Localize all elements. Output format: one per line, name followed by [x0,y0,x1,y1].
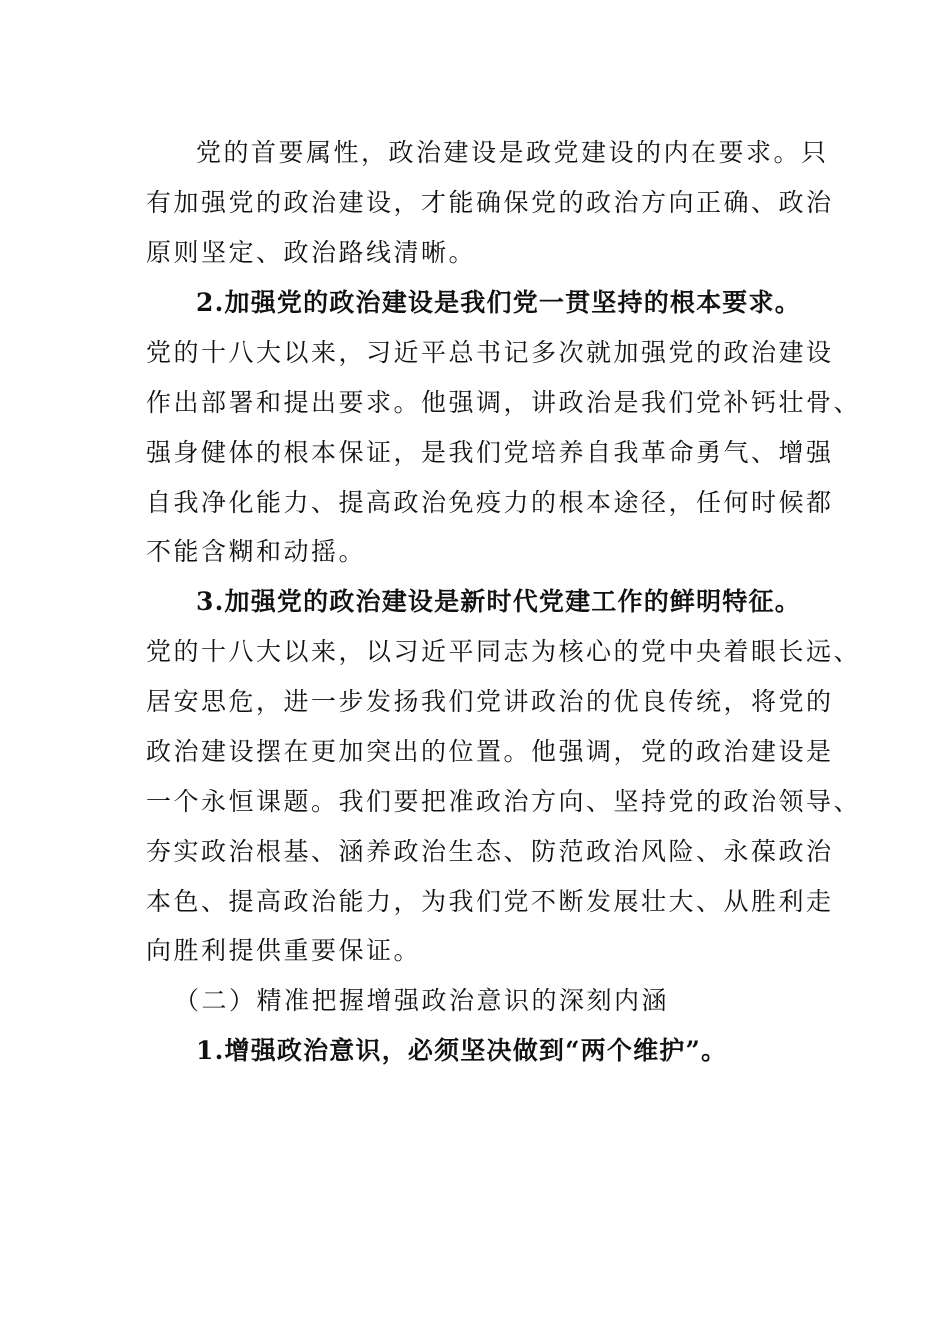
body-text-line: 原则坚定、政治路线清晰。 [146,238,477,267]
body-text-line: 作出部署和提出要求。他强调，讲政治是我们党补钙壮骨、 [146,388,862,417]
body-text-line: 居安思危，进一步发扬我们党讲政治的优良传统，将党的 [146,687,834,716]
point-heading: 2.加强党的政治建设是我们党一贯坚持的根本要求。 [196,288,801,317]
section-heading: （二）精准把握增强政治意识的深刻内涵 [174,986,670,1015]
body-text-line: 夯实政治根基、涵养政治生态、防范政治风险、永葆政治 [146,837,834,866]
body-text-line: 党的十八大以来，习近平总书记多次就加强党的政治建设 [146,338,834,367]
body-text-line: 政治建设摆在更加突出的位置。他强调，党的政治建设是 [146,737,834,766]
point-heading: 3.加强党的政治建设是新时代党建工作的鲜明特征。 [196,587,801,616]
body-text-line: 本色、提高政治能力，为我们党不断发展壮大、从胜利走 [146,887,834,916]
body-text-line: 党的十八大以来，以习近平同志为核心的党中央着眼长远、 [146,637,862,666]
body-text-line: 不能含糊和动摇。 [146,537,367,566]
body-text-line: 自我净化能力、提高政治免疫力的根本途径，任何时候都 [146,488,834,517]
body-text-line: 一个永恒课题。我们要把准政治方向、坚持党的政治领导、 [146,787,862,816]
body-text-line: 党的首要属性，政治建设是政党建设的内在要求。只 [196,138,829,167]
body-text-line: 向胜利提供重要保证。 [146,936,422,965]
body-text-line: 有加强党的政治建设，才能确保党的政治方向正确、政治 [146,188,834,217]
body-text-line: 强身健体的根本保证，是我们党培养自我革命勇气、增强 [146,438,834,467]
point-heading: 1.增强政治意识，必须坚决做到“两个维护”。 [196,1036,728,1065]
